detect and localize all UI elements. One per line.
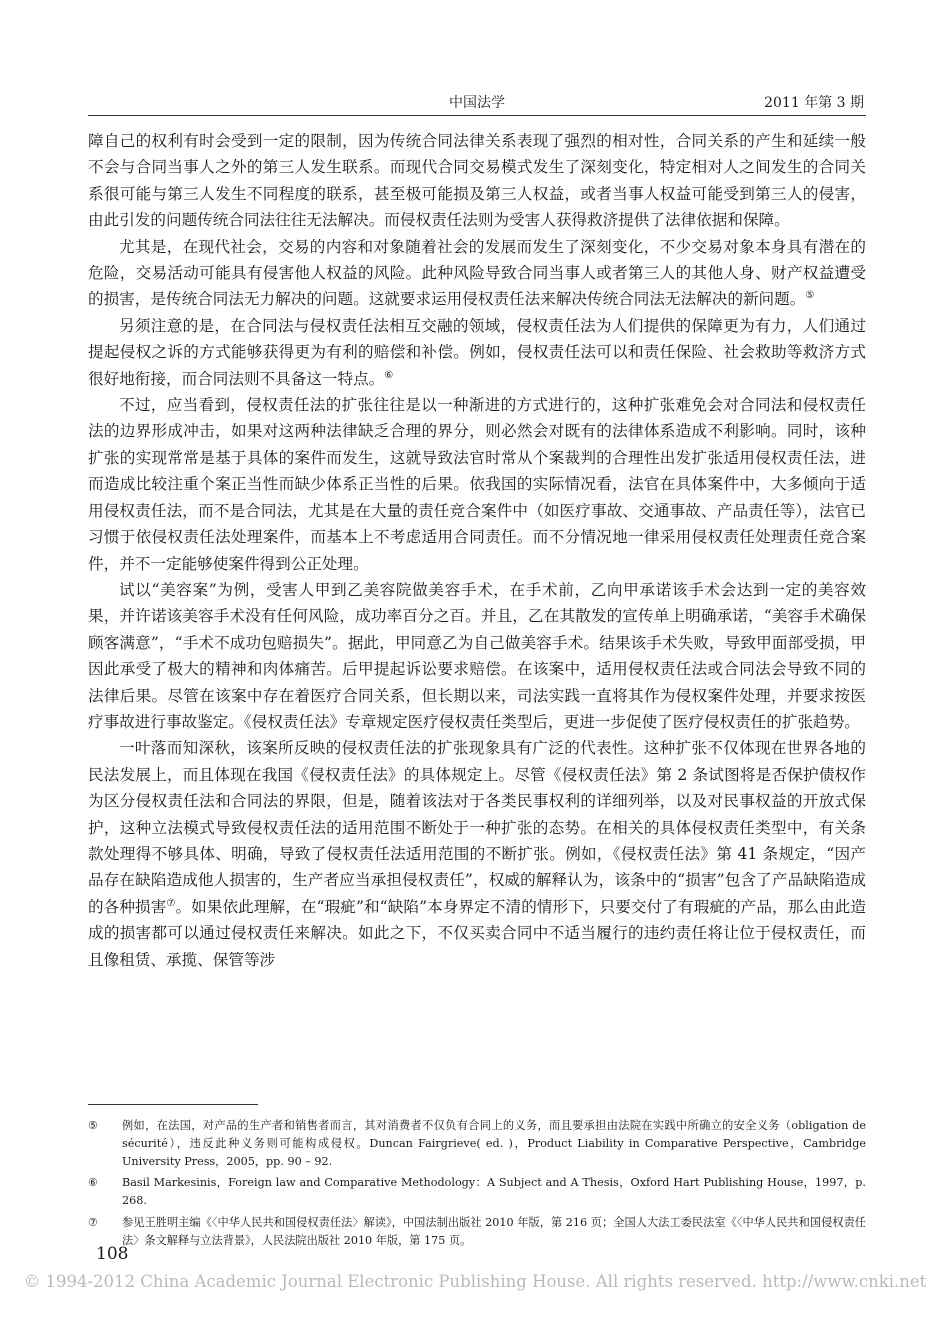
footnote-mark: ⑥ [88, 1176, 99, 1190]
footnote-text: 例如，在法国，对产品的生产者和销售者而言，其对消费者不仅负有合同上的义务，而且要承担由法院在实践中所确立的安全义务（obligation de sécurité），违反此种义务则可能构成侵权。Duncan Fairgrieve( ed. )，Product Liability in Comparative Perspective，Cambridge University Press，2005，pp. 90 – 92. [122, 1119, 866, 1168]
paragraph: 另须注意的是，在合同法与侵权责任法相互交融的领域，侵权责任法为人们提供的保障更为有力，人们通过提起侵权之诉的方式能够获得更为有利的赔偿和补偿。例如，侵权责任法可以和责任保险、社会救助等救济方式很好地衔接，而合同法则不具备这一特点。⑥ [88, 316, 866, 388]
issue-label: 2011 年第 3 期 [764, 95, 864, 111]
footnote [88, 1117, 866, 1170]
footnote-text: Basil Markesinis，Foreign law and Comparative Methodology：A Subject and A Thesis，Oxford Hart Publishing House，1997，p. 268. [122, 1176, 866, 1208]
footnote-ref[interactable]: ⑥ [384, 369, 394, 381]
footnote-separator [88, 1104, 258, 1105]
footnote-mark: ⑤ [88, 1119, 99, 1132]
paragraph: 障自己的权利有时会受到一定的限制，因为传统合同法律关系表现了强烈的相对性，合同关系的产生和延续一般不会与合同当事人之外的第三人发生联系。而现代合同交易模式发生了深刻变化，特定相对人之间发生的合同关系很可能与第三人发生不同程度的联系，甚至极可能损及第三人权益，或者当事人权益可能受到第三人的侵害，由此引发的问题传统合同法往往无法解决。而侵权责任法则为受害人获得救济提供了法律依据和保障。 [88, 132, 866, 230]
footnote-mark: ⑦ [88, 1215, 99, 1229]
paragraph: 尤其是，在现代社会，交易的内容和对象随着社会的发展而发生了深刻变化，不少交易对象本身具有潜在的危险，交易活动可能具有侵害他人权益的风险。此种风险导致合同当事人或者第三人的其他人身、财产权益遭受的损害，是传统合同法无力解决的问题。这就要求运用侵权责任法来解决传统合同法无法解决的新问题。⑤ [88, 237, 866, 309]
footnote-ref[interactable]: ⑤ [805, 290, 815, 302]
journal-title: 中国法学 [449, 95, 505, 111]
footnote [88, 1214, 866, 1250]
footnote-text: 参见王胜明主编《〈中华人民共和国侵权责任法〉解读》，中国法制出版社 2010 年版，第 216 页；全国人大法工委民法室《〈中华人民共和国侵权责任法〉条文解释与立法背景》，人民法院出版社 2010 年版，第 175 页。 [122, 1215, 866, 1247]
footnote [88, 1174, 866, 1210]
footnotes [88, 1117, 866, 1254]
footnote-ref[interactable]: ⑦ [166, 897, 176, 909]
page-number: 108 [96, 1244, 129, 1264]
paragraph: 试以“美容案”为例，受害人甲到乙美容院做美容手术，在手术前，乙向甲承诺该手术会达到一定的美容效果，并许诺该美容手术没有任何风险，成功率百分之百。并且，乙在其散发的宣传单上明确承诺，“美容手术确保顾客满意”，“手术不成功包赔损失”。据此，甲同意乙为自己做美容手术。结果该手术失败，导致甲面部受损，甲因此承受了极大的精神和肉体痛苦。后甲提起诉讼要求赔偿。在该案中，适用侵权责任法或合同法会导致不同的法律后果。尽管在该案中存在着医疗合同关系，但长期以来，司法实践一直将其作为侵权案件处理，并要求按医疗事故进行事故鉴定。《侵权责任法》专章规定医疗侵权责任类型后，更进一步促使了医疗侵权责任的扩张趋势。 [88, 580, 866, 731]
copyright-watermark: © 1994-2012 China Academic Journal Electronic Publishing House. All rights reserved. http://www.cnki.net [23, 1272, 927, 1291]
paragraph: 一叶落而知深秋，该案所反映的侵权责任法的扩张现象具有广泛的代表性。这种扩张不仅体现在世界各地的民法发展上，而且体现在我国《侵权责任法》的具体规定上。尽管《侵权责任法》第 2 条试图将是否保护债权作为区分侵权责任法和合同法的界限，但是，随着该法对于各类民事权利的详细列举，以及对民事权益的开放式保护，这种立法模式导致侵权责任法的适用范围不断处于一种扩张的态势。在相关的具体侵权责任类型中，有关条款处理得不够具体、明确，导致了侵权责任法适用范围的不断扩张。例如，《侵权责任法》第 41 条规定，“因产品存在缺陷造成他人损害的，生产者应当承担侵权责任”，权威的解释认为，该条中的“损害”包含了产品缺陷造成的各种损害⑦。如果依此理解，在“瑕疵”和“缺陷”本身界定不清的情形下，只要交付了有瑕疵的产品，那么由此造成的损害都可以通过侵权责任来解决。如此之下，不仅买卖合同中不适当履行的违约责任将让位于侵权责任，而且像租赁、承揽、保管等涉 [88, 739, 867, 969]
header-rule [88, 115, 866, 116]
paragraph: 不过，应当看到，侵权责任法的扩张往往是以一种渐进的方式进行的，这种扩张难免会对合同法和侵权责任法的边界形成冲击，如果对这两种法律缺乏合理的界分，则必然会对既有的法律体系造成不利影响。同时，该种扩张的实现常常是基于具体的案件而发生，这就导致法官时常从个案裁判的合理性出发扩张适用侵权责任法，进而造成比较注重个案正当性而缺少体系正当性的后果。依我国的实际情况看，法官在具体案件中，大多倾向于适用侵权责任法，而不是合同法，尤其是在大量的责任竞合案件中（如医疗事故、交通事故、产品责任等），法官已习惯于依侵权责任法处理案件，而基本上不考虑适用合同责任。而不分情况地一律采用侵权责任处理责任竞合案件，并不一定能够使案件得到公正处理。 [88, 396, 866, 573]
running-header [88, 86, 866, 116]
article-body [88, 128, 866, 973]
